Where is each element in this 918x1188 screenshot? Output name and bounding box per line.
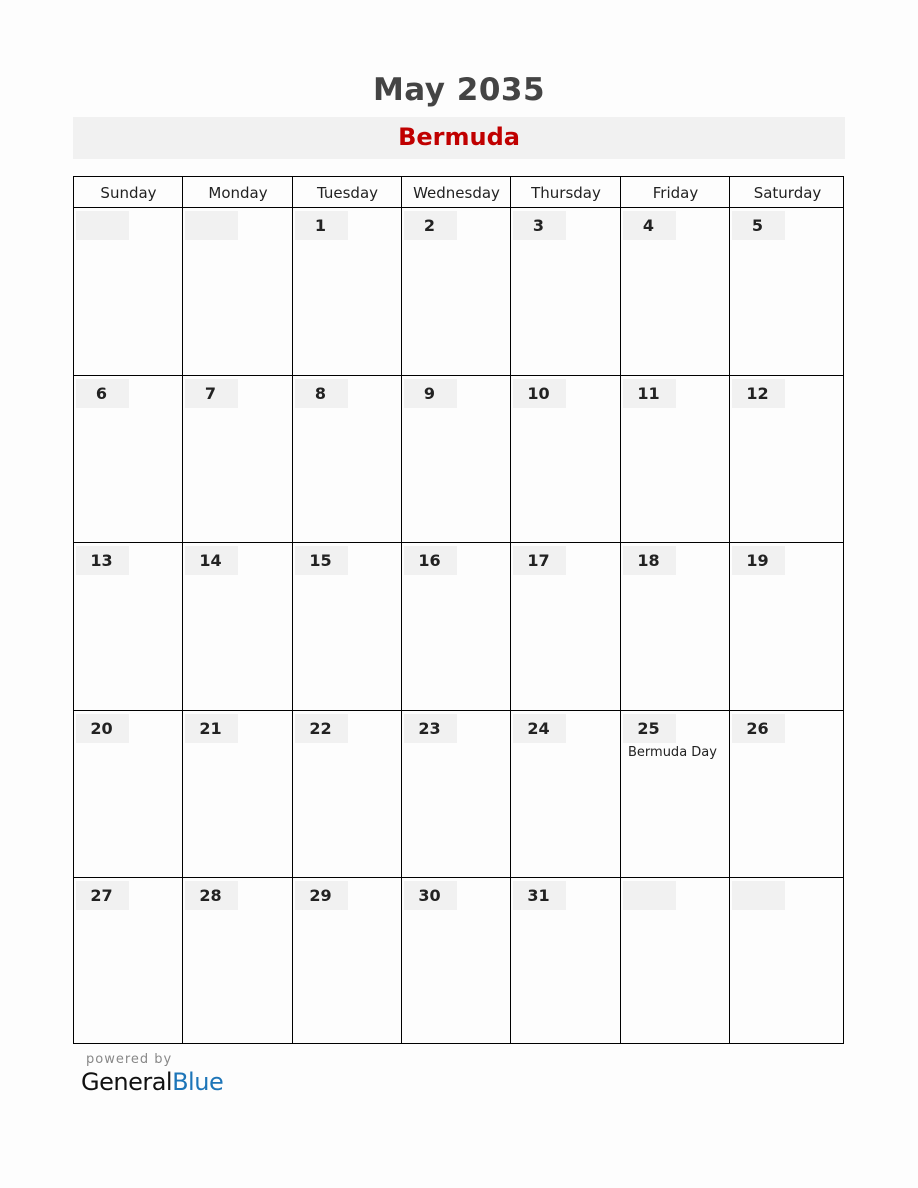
day-number: 31 [513, 881, 566, 910]
brand-general: General [81, 1068, 173, 1096]
day-number: 28 [185, 881, 238, 910]
day-number: 14 [185, 546, 238, 575]
page-title: May 2035 [372, 72, 546, 108]
day-number: 8 [295, 379, 348, 408]
day-cell[interactable] [511, 711, 621, 878]
day-cell[interactable] [621, 878, 730, 1045]
day-number: 12 [732, 379, 785, 408]
weekday-header-sunday: Sunday [100, 183, 157, 202]
day-cell[interactable] [402, 376, 511, 543]
day-number: 2 [404, 211, 457, 240]
day-cell[interactable] [74, 711, 183, 878]
day-cell[interactable] [621, 376, 730, 543]
day-number: 4 [623, 211, 676, 240]
day-cell[interactable] [402, 543, 511, 711]
day-cell[interactable] [402, 878, 511, 1045]
day-cell[interactable] [183, 208, 293, 376]
day-cell[interactable] [293, 543, 402, 711]
day-number: 9 [404, 379, 457, 408]
day-number: 15 [295, 546, 348, 575]
day-cell[interactable] [293, 376, 402, 543]
day-number [732, 881, 785, 910]
day-number [185, 211, 238, 240]
day-cell[interactable] [511, 208, 621, 376]
day-number: 11 [623, 379, 676, 408]
weekday-header-tuesday: Tuesday [316, 183, 379, 202]
day-cell[interactable] [511, 376, 621, 543]
day-number: 7 [185, 379, 238, 408]
day-number: 6 [76, 379, 129, 408]
day-cell[interactable] [402, 711, 511, 878]
day-cell[interactable] [511, 878, 621, 1045]
day-cell[interactable] [730, 711, 845, 878]
powered-by-label: powered by [86, 1052, 173, 1067]
day-number: 3 [513, 211, 566, 240]
day-number: 25 [623, 714, 676, 743]
day-cell[interactable] [730, 878, 845, 1045]
day-cell[interactable] [621, 543, 730, 711]
day-number: 20 [76, 714, 129, 743]
day-cell[interactable] [183, 711, 293, 878]
day-cell[interactable] [293, 711, 402, 878]
day-cell[interactable] [730, 543, 845, 711]
day-cell[interactable] [183, 543, 293, 711]
day-number: 10 [513, 379, 566, 408]
day-number: 24 [513, 714, 566, 743]
day-number: 18 [623, 546, 676, 575]
country-name: Bermuda [398, 123, 520, 151]
country-band [73, 117, 845, 159]
day-number: 30 [404, 881, 457, 910]
weekday-header-thursday: Thursday [531, 183, 601, 202]
day-cell[interactable] [74, 376, 183, 543]
day-number: 29 [295, 881, 348, 910]
day-cell[interactable] [621, 711, 730, 878]
day-cell[interactable] [74, 543, 183, 711]
day-cell[interactable] [730, 376, 845, 543]
day-number: 21 [185, 714, 238, 743]
day-cell[interactable] [74, 878, 183, 1045]
day-cell[interactable] [511, 543, 621, 711]
day-cell[interactable] [402, 208, 511, 376]
weekday-header-wednesday: Wednesday [413, 183, 500, 202]
day-cell[interactable] [293, 208, 402, 376]
day-cell[interactable] [730, 208, 845, 376]
holiday-event: Bermuda Day [628, 745, 717, 760]
day-number: 23 [404, 714, 457, 743]
weekday-header-friday: Friday [652, 183, 699, 202]
day-number: 27 [76, 881, 129, 910]
brand-blue: Blue [172, 1068, 224, 1096]
day-number: 19 [732, 546, 785, 575]
weekday-header-monday: Monday [208, 183, 268, 202]
day-cell[interactable] [183, 878, 293, 1045]
day-number: 16 [404, 546, 457, 575]
day-number [623, 881, 676, 910]
day-number: 26 [732, 714, 785, 743]
calendar-grid [73, 176, 844, 1044]
weekday-header-saturday: Saturday [753, 183, 822, 202]
day-cell[interactable] [183, 376, 293, 543]
day-number: 22 [295, 714, 348, 743]
day-cell[interactable] [621, 208, 730, 376]
day-cell[interactable] [74, 208, 183, 376]
day-number [76, 211, 129, 240]
day-number: 13 [76, 546, 129, 575]
day-cell[interactable] [293, 878, 402, 1045]
brand-logo[interactable] [81, 1068, 223, 1096]
day-number: 1 [295, 211, 348, 240]
day-number: 17 [513, 546, 566, 575]
day-number: 5 [732, 211, 785, 240]
